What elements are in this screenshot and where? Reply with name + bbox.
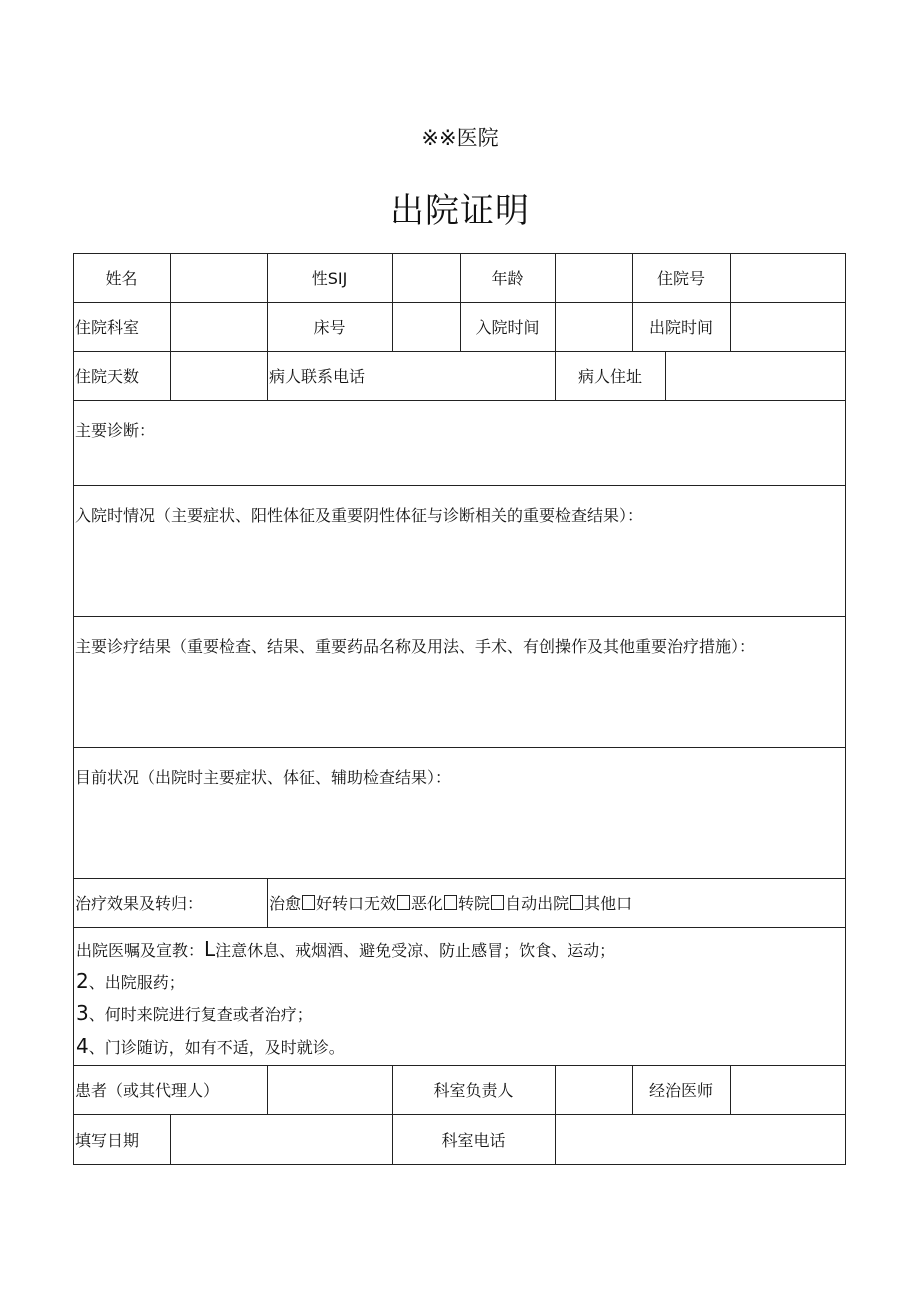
age-label: 年龄 <box>491 269 524 288</box>
main-diagnosis-label: 主要诊断： <box>75 421 156 440</box>
dept-phone-field[interactable] <box>555 1114 845 1164</box>
admit-time-field[interactable] <box>555 302 632 351</box>
age-field[interactable] <box>555 253 632 302</box>
checkbox-self-discharge[interactable] <box>570 895 583 910</box>
advice-number-1: L <box>204 937 216 961</box>
advice-number-2: 2 <box>76 969 89 993</box>
advice-line-3 <box>76 1001 313 1025</box>
discharge-time-label: 出院时间 <box>648 318 713 337</box>
outcome-option-improved: 好转口无效 <box>316 894 397 913</box>
outcome-label: 治疗效果及转归： <box>75 894 204 913</box>
patient-phone-label: 病人联系电话 <box>269 367 366 386</box>
main-diagnosis-section[interactable] <box>73 400 845 485</box>
fill-date-label: 填写日期 <box>75 1130 140 1150</box>
advice-number-3: 3 <box>76 1001 89 1025</box>
name-field[interactable] <box>170 253 267 302</box>
department-label: 住院科室 <box>75 318 140 337</box>
outcome-option-other: 其他口 <box>584 894 633 913</box>
patient-address-field[interactable] <box>665 351 845 400</box>
attending-doctor-field[interactable] <box>730 1065 845 1114</box>
current-status-section[interactable] <box>73 747 845 878</box>
dept-phone-label: 科室电话 <box>441 1130 506 1150</box>
discharge-time-field[interactable] <box>730 302 845 351</box>
outcome-option-worsened: 恶化 <box>411 894 444 913</box>
advice-line-1 <box>76 937 615 961</box>
current-status-label: 目前状况（出院时主要症状、体征、辅助检查结果）： <box>75 768 452 787</box>
fill-date-field[interactable] <box>170 1114 392 1164</box>
stay-days-label: 住院天数 <box>75 367 140 386</box>
advice-heading: 出院医嘱及宣教： <box>76 941 205 960</box>
outcome-options <box>267 878 845 927</box>
patient-signature-label: 患者（或其代理人） <box>75 1081 220 1100</box>
advice-text-4: 、门诊随访，如有不适，及时就诊。 <box>88 1038 345 1057</box>
patient-address-label: 病人住址 <box>577 367 642 386</box>
advice-line-4 <box>76 1034 345 1058</box>
checkbox-worsened[interactable] <box>444 895 457 910</box>
checkbox-cured[interactable] <box>302 895 315 910</box>
treatment-result-label: 主要诊疗结果（重要检查、结果、重要药品名称及用法、手术、有创操作及其他重要治疗措施）： <box>75 637 756 656</box>
advice-line-2 <box>76 969 185 993</box>
dept-head-label: 科室负责人 <box>433 1081 514 1100</box>
sex-field[interactable] <box>392 253 460 302</box>
stay-days-field[interactable] <box>170 351 267 400</box>
patient-signature-field[interactable] <box>267 1065 392 1114</box>
bed-number-label: 床号 <box>313 318 346 337</box>
sex-label: 性SIJ <box>311 269 348 288</box>
hospital-name: ※※医院 <box>421 126 499 150</box>
dept-head-field[interactable] <box>555 1065 632 1114</box>
advice-text-2: 、出院服药； <box>88 973 185 992</box>
bed-number-field[interactable] <box>392 302 460 351</box>
attending-doctor-label: 经治医师 <box>648 1081 713 1100</box>
admission-number-field[interactable] <box>730 253 845 302</box>
department-field[interactable] <box>170 302 267 351</box>
advice-number-4: 4 <box>76 1034 89 1058</box>
admission-number-label: 住院号 <box>656 269 705 288</box>
name-label: 姓名 <box>105 269 138 288</box>
admission-status-section[interactable] <box>73 485 845 616</box>
outcome-option-transfer: 转院 <box>458 894 491 913</box>
checkbox-ineffective[interactable] <box>397 895 410 910</box>
treatment-result-section[interactable] <box>73 616 845 747</box>
document-title: 出院证明 <box>390 191 530 231</box>
outcome-option-self-discharge: 自动出院 <box>505 894 570 913</box>
checkbox-transfer[interactable] <box>491 895 504 910</box>
advice-text-3: 、何时来院进行复查或者治疗； <box>88 1005 313 1024</box>
admission-status-label: 入院时情况（主要症状、阳性体征及重要阴性体征与诊断相关的重要检查结果）： <box>75 506 644 525</box>
admit-time-label: 入院时间 <box>475 318 540 337</box>
outcome-option-cured: 治愈 <box>269 894 302 913</box>
advice-text-1: 注意休息、戒烟酒、避免受凉、防止感冒；饮食、运动； <box>215 941 616 960</box>
